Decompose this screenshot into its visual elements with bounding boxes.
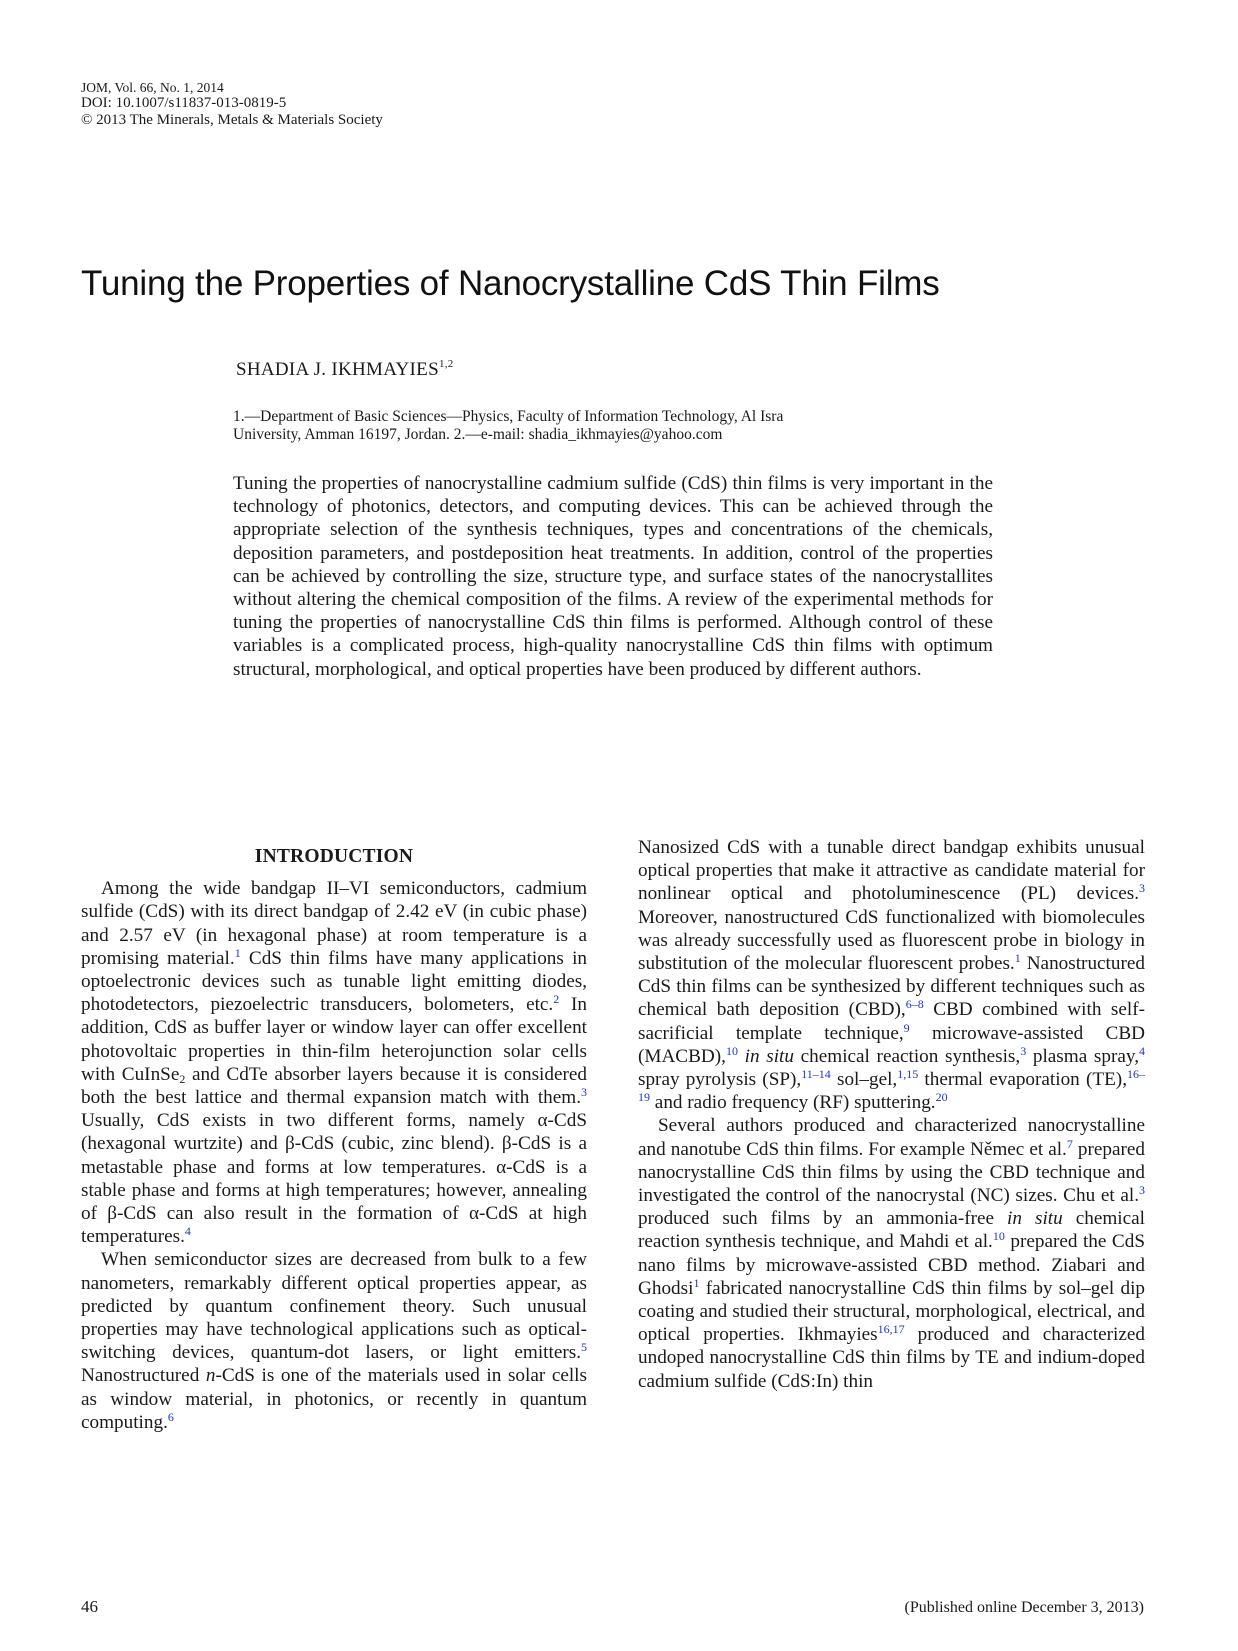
reference-link[interactable]: 1,15 <box>897 1067 919 1082</box>
reference-link[interactable]: 6–8 <box>905 997 924 1012</box>
reference-link[interactable]: 1 <box>234 945 241 960</box>
article-title: Tuning the Properties of Nanocrystalline CdS Thin Films <box>81 264 940 303</box>
journal-header <box>81 80 383 129</box>
affiliation-line: 1.—Department of Basic Sciences—Physics, Faculty of Information Technology, Al Isra <box>233 408 784 425</box>
abstract: Tuning the properties of nanocrystalline cadmium sulfide (CdS) thin films is very important in the technology of photonics, detectors, and computing devices. This can be achieved through the appropriate selection of the synthesis techniques, types and concentrations of the chemicals, deposition parameters, and postdeposition heat treatments. In addition, control of the properties can be achieved by controlling the size, structure type, and surface states of the nanocrystallites without altering the chemical composition of the films. A review of the experimental methods for tuning the properties of nanocrystalline CdS thin films is performed. Although control of these variables is a complicated process, high-quality nanocrystalline CdS thin films with optimum structural, morphological, and optical properties have been produced by different authors. <box>233 473 993 680</box>
reference-link[interactable]: 3 <box>1020 1043 1027 1058</box>
section-heading: INTRODUCTION <box>254 846 414 867</box>
reference-link[interactable]: 1 <box>693 1275 700 1290</box>
author-affiliation-marks: 1,2 <box>438 358 454 370</box>
reference-link[interactable]: 16,17 <box>877 1322 905 1337</box>
reference-link[interactable]: 10 <box>992 1229 1005 1244</box>
doi-line: DOI: 10.1007/s11837-013-0819-5 <box>81 95 287 111</box>
reference-link[interactable]: 4 <box>1139 1043 1145 1058</box>
author-line <box>236 358 454 381</box>
paragraph: Among the wide bandgap II–VI semiconductors, cadmium sulfide (CdS) with its direct bandgap of 2.42 eV (in cubic phase) and 2.57 eV (in hexagonal phase) at room temperature is a promising material.$^1$ CdS thin films have many applications in optoelectronic devices such as tunable light emitting diodes, photodetectors, piezoelectric transducers, bolometers, etc.$^2$ In addition, CdS as buffer layer or window layer can offer excellent photovoltaic properties in thin-film heterojunction solar cells with CuInSe$_2$ and CdTe absorber layers because it is considered both the best lattice and thermal expansion match with them.$^3$ Usually, CdS exists in two different forms, namely α-CdS (hexagonal wurtzite) and β-CdS (cubic, zinc blend). β-CdS is a metastable phase and forms at low temperatures. α-CdS is a stable phase and forms at high temperatures; however, annealing of β-CdS can also result in the formation of α-CdS at high temperatures.$^4$ <box>81 878 587 1248</box>
page-number: 46 <box>81 1597 98 1616</box>
reference-link[interactable]: 3 <box>581 1085 587 1100</box>
reference-link[interactable]: 16–19 <box>638 1067 1145 1105</box>
copyright-line: © 2013 The Minerals, Metals & Materials Society <box>81 112 383 128</box>
reference-link[interactable]: 5 <box>581 1340 587 1355</box>
journal-citation: JOM, Vol. 66, No. 1, 2014 <box>81 80 224 95</box>
reference-link[interactable]: 4 <box>184 1224 191 1239</box>
paragraph: Several authors produced and characterized nanocrystalline and nanotube CdS thin films. For example Němec et al.$^7$ prepared nanocrystalline CdS thin films by using the CBD technique and investigated the control of the nanocrystal (NC) sizes. Chu et al.$^3$ produced such films by an ammonia-free in situ chemical reaction synthesis technique, and Mahdi et al.$^{10}$ prepared the CdS nano films by microwave-assisted CBD method. Ziabari and Ghodsi$^1$ fabricated nanocrystalline CdS thin films by sol–gel dip coating and studied their structural, morphological, electrical, and optical properties. Ikhmayies$^{16,17}$ produced and characterized undoped nanocrystalline CdS thin films by TE and indium-doped cadmium sulfide (CdS:In) thin <box>638 1115 1145 1392</box>
reference-link[interactable]: 11–14 <box>801 1067 831 1082</box>
right-column <box>638 836 1145 1393</box>
reference-link[interactable]: 9 <box>903 1020 910 1035</box>
reference-link[interactable]: 3 <box>1139 1183 1145 1198</box>
affiliation <box>233 408 933 444</box>
paragraph: Nanosized CdS with a tunable direct bandgap exhibits unusual optical properties that make it attractive as candidate material for nonlinear optical and photoluminescence (PL) devices.$^3$ Moreover, nanostructured CdS functionalized with biomolecules was already successfully used as fluorescent probe in biology in substitution of the molecular fluorescent probes.$^1$ Nanostructured CdS thin films can be synthesized by different techniques such as chemical bath deposition (CBD),$^{6-8}$ CBD combined with self-sacrificial template technique,$^9$ microwave-assisted CBD (MACBD),$^{10}$ in situ chemical reaction synthesis,$^3$ plasma spray,$^4$ spray pyrolysis (SP),$^{11-14}$ sol–gel,$^{1,15}$ thermal evaporation (TE),$^{16-19}$ and radio frequency (RF) sputtering.$^{20}$ <box>638 837 1145 1114</box>
reference-link[interactable]: 2 <box>553 992 560 1007</box>
paragraph: When semiconductor sizes are decreased from bulk to a few nanometers, remarkably different optical properties appear, as predicted by quantum confinement theory. Such unusual properties may have technological applications such as optical-switching devices, quantum-dot lasers, or light emitters.$^5$ Nanostructured n-CdS is one of the materials used in solar cells as window material, in photonics, or recently in quantum computing.$^6$ <box>81 1249 587 1433</box>
reference-link[interactable]: 7 <box>1066 1136 1073 1151</box>
left-column <box>81 845 587 1434</box>
published-date: (Published online December 3, 2013) <box>904 1599 1144 1616</box>
reference-link[interactable]: 1 <box>1014 951 1021 966</box>
reference-link[interactable]: 20 <box>935 1090 948 1105</box>
reference-link[interactable]: 3 <box>1139 881 1145 896</box>
reference-link[interactable]: 6 <box>167 1409 174 1424</box>
author-name: SHADIA J. IKHMAYIES <box>236 359 439 380</box>
reference-link[interactable]: 10 <box>725 1043 738 1058</box>
affiliation-line: University, Amman 16197, Jordan. 2.—e-mail: shadia_ikhmayies@yahoo.com <box>233 426 723 443</box>
